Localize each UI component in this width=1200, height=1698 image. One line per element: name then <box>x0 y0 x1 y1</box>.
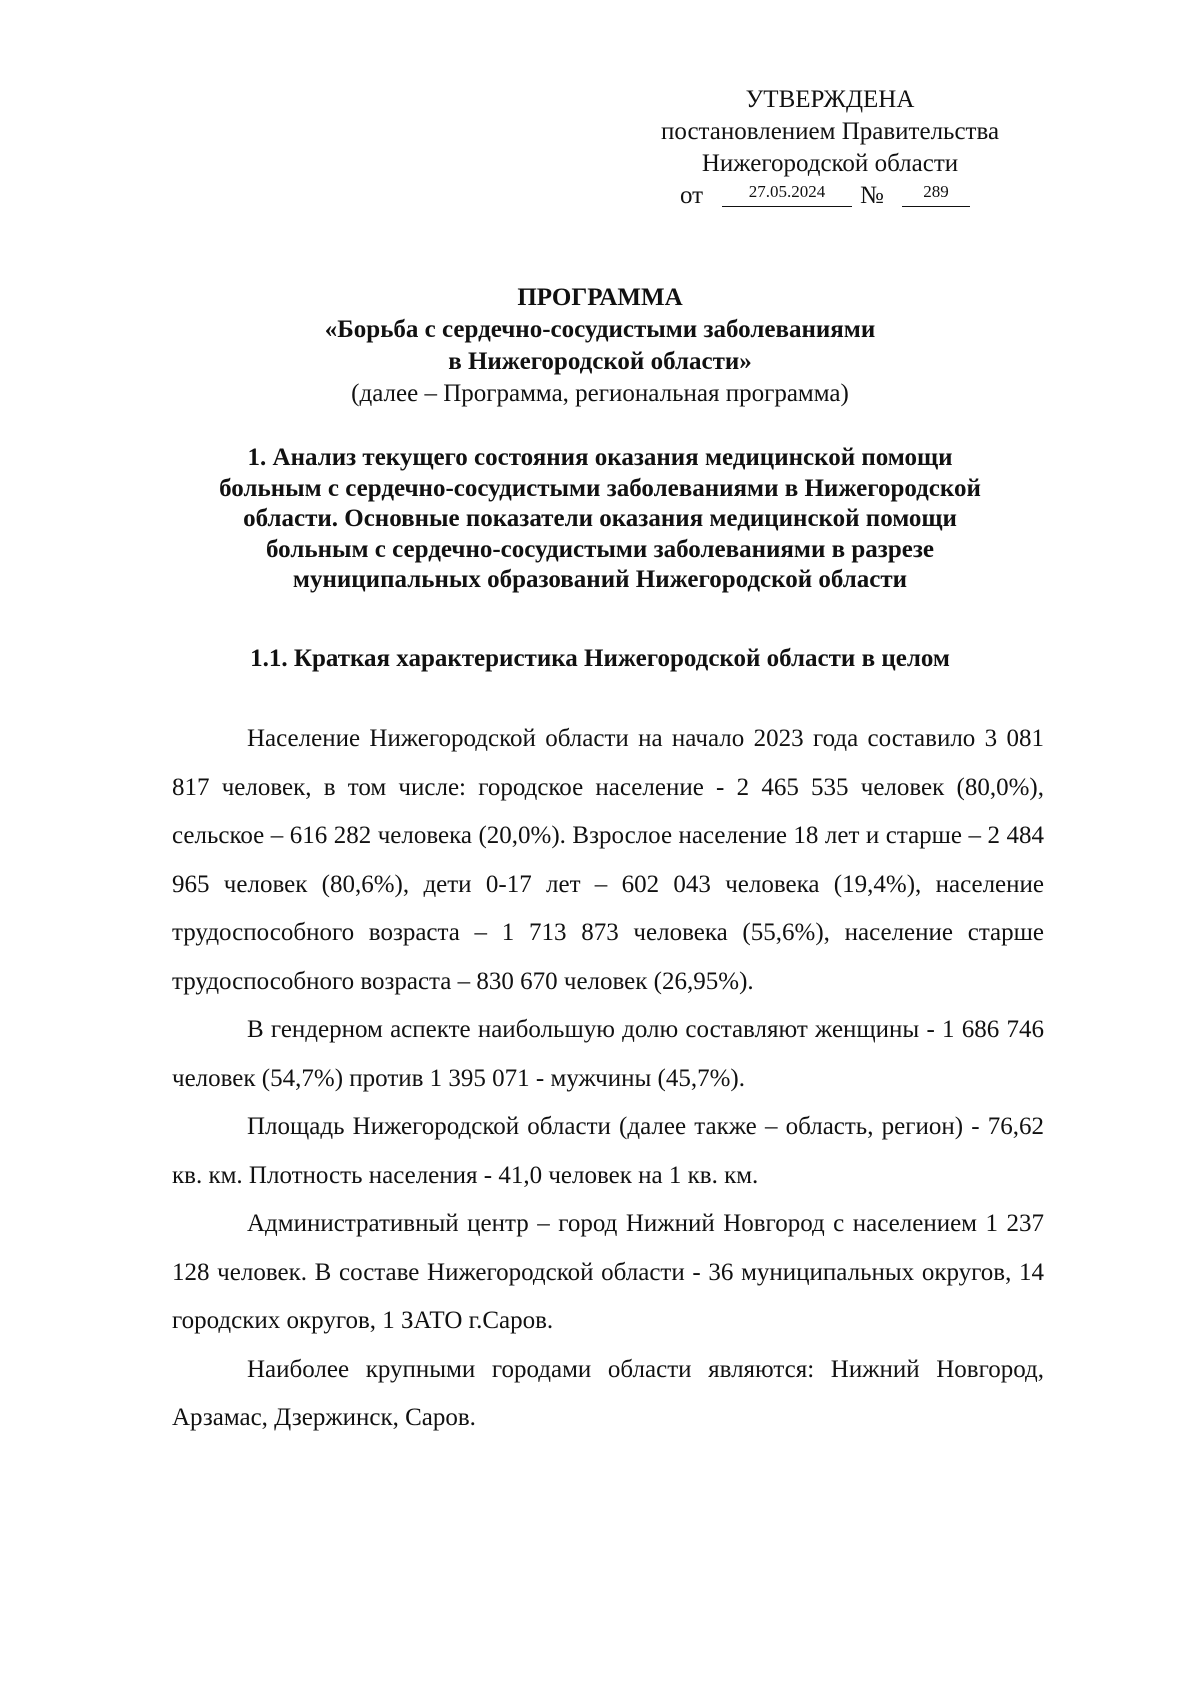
section-1-line3: области. Основные показатели оказания медицинской помощи <box>243 505 957 532</box>
section-1-line4: больным с сердечно-сосудистыми заболеваниями в разрезе <box>266 535 934 563</box>
program-label: ПРОГРАММА <box>517 284 683 311</box>
paragraph-largest-cities: Наиболее крупными городами области являются: Нижний Новгород, Арзамас, Дзержинск, Саров. <box>172 1355 1044 1431</box>
section-1-heading <box>160 443 1040 596</box>
approval-region: Нижегородской области <box>701 150 959 177</box>
approval-date-line <box>620 180 1040 214</box>
approval-date: 27.05.2024 <box>722 180 852 207</box>
paragraph-area: Площадь Нижегородской области (далее также – область, регион) - 76,62 кв. км. Плотность населения - 41,0 человек на 1 кв. км. <box>172 1113 1044 1189</box>
paragraph-population: Население Нижегородской области на начало 2023 года составило 3 081 817 человек, в том числе: городское население - 2 465 535 человек (80,0%), сельское – 616 282 человека (20,0%). Взрослое население 18 лет и старше – 2 484 965 человек (80,6%), дети 0-17 лет – 602 043 человека (19,4%), население трудоспособного возраста – 1 713 873 человека (55,6%), население старше трудоспособного возраста – 830 670 человек (26,95%). <box>172 725 1044 995</box>
approval-number: 289 <box>902 180 970 207</box>
paragraph-admin-center: Административный центр – город Нижний Новгород с населением 1 237 128 человек. В составе Нижегородской области - 36 муниципальных округов, 14 городских округов, 1 ЗАТО г.Саров. <box>172 1210 1044 1334</box>
program-name-line1: «Борьба с сердечно-сосудистыми заболеваниями <box>324 316 876 343</box>
approval-from-label: от <box>680 182 704 209</box>
subsection-1-1-heading: 1.1. Краткая характеристика Нижегородской области в целом <box>250 645 950 672</box>
approval-by-decree: постановлением Правительства <box>660 118 1000 145</box>
section-1-line2: больным с сердечно-сосудистыми заболеваниями в Нижегородской <box>219 474 981 502</box>
section-1-line1: 1. Анализ текущего состояния оказания медицинской помощи <box>247 444 953 471</box>
program-title <box>160 282 1040 410</box>
program-name-line2: в Нижегородской области» <box>448 348 752 375</box>
document-body <box>172 715 1044 1443</box>
approval-approved: УТВЕРЖДЕНА <box>745 86 915 113</box>
approval-stamp <box>620 84 1040 214</box>
approval-number-label: № <box>860 182 884 209</box>
section-1-line5: муниципальных образований Нижегородской области <box>292 566 908 593</box>
paragraph-gender: В гендерном аспекте наибольшую долю составляют женщины - 1 686 746 человек (54,7%) против 1 395 071 - мужчины (45,7%). <box>172 1016 1044 1092</box>
program-further: (далее – Программа, региональная программа) <box>351 380 849 407</box>
